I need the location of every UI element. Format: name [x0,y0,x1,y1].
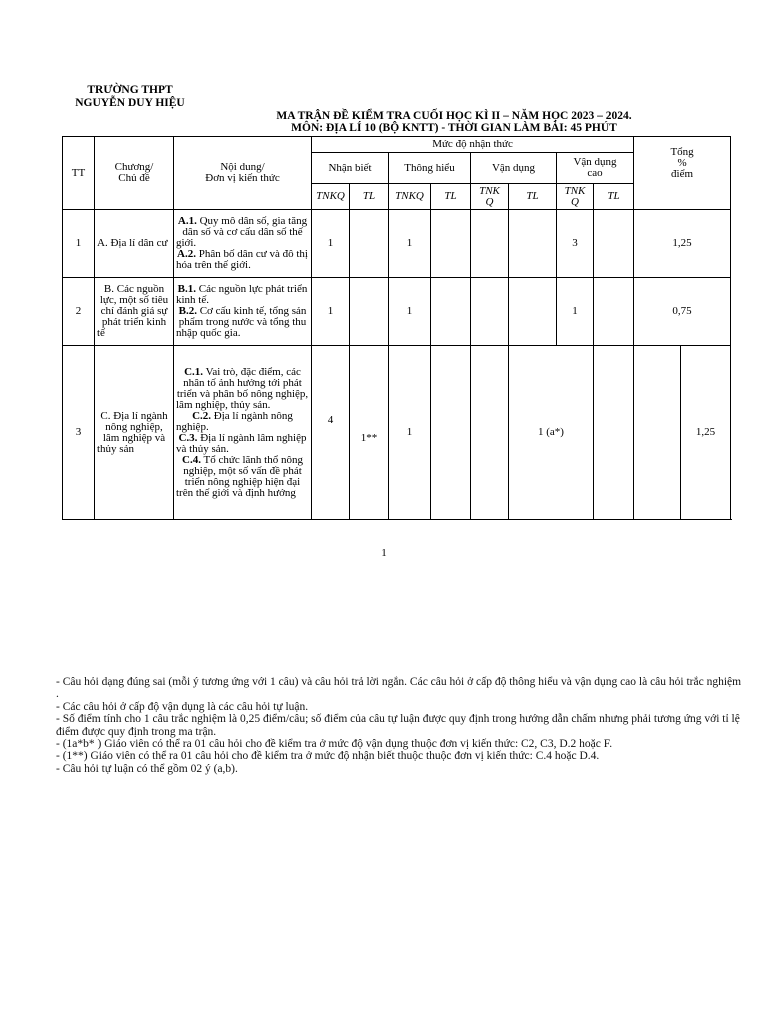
sub-header-3: TNKQ [389,184,431,210]
header-thong-hieu: Thông hiểu [389,153,471,184]
sub-header-2: TL [350,184,389,210]
note-item: - Câu hỏi tự luận có thể gồm 02 ý (a,b). [56,762,238,775]
title-line-2: MÔN: ĐỊA LÍ 10 (BỘ KNTT) - THỜI GIAN LÀM BÀI: 45 PHÚT [291,122,617,134]
knowledge-unit [176,455,309,499]
row-content [174,210,312,278]
document-title [200,110,708,134]
sub-header-7: TNK Q [557,184,594,210]
cell-th-tnkq: 1 [389,210,431,278]
assessment-matrix-table [62,136,731,520]
school-line-1: TRƯỜNG THPT [87,84,173,96]
row-number: 3 [63,346,95,520]
footnotes [56,676,746,775]
sub-header-1: TNKQ [312,184,350,210]
note-item: - Các câu hỏi ở cấp độ vận dụng là các câu hỏi tự luận. [56,700,309,713]
header-van-dung-cao: Vận dụng cao [557,153,634,184]
cell-vdc-tl [594,210,634,278]
unit-code: A.2. [177,248,196,260]
cell-vd-tnkq [471,278,509,346]
cell-nb-tnkq: 1 [312,210,350,278]
header-van-dung: Vận dụng [471,153,557,184]
cell-total: 0,75 [634,278,731,346]
knowledge-unit [176,367,309,411]
unit-code: C.1. [184,365,204,378]
note-item: - Số điểm tính cho 1 câu trắc nghiệm là 0,25 điểm/câu; số điểm của câu tự luận được quy định trong hướng dẫn chấm nhưng phải tương ứng với tỉ lệ điểm được quy định trong ma trận. [56,713,740,738]
note-item: - (1**) Giáo viên có thể ra 01 câu hỏi cho đề kiểm tra ở mức độ nhận biết thuộc thuộc đơn vị kiến thức: C.4 hoặc D.4. [56,750,600,763]
unit-text: Quy mô dân số, gia tăng dân số và cơ cấu dân số thế giới. [176,215,308,249]
page-number: 1 [381,547,387,559]
cell-th-tnkq: 1 [389,278,431,346]
knowledge-unit [176,306,309,339]
note-item: - Câu hỏi dạng đúng sai (mỗi ý tương ứng với 1 câu) và câu hỏi trả lời ngắn. Các câu hỏi ở cấp độ thông hiểu và vận dụng cao là câu hỏi trắc nghiệm . [56,676,742,701]
cell-vd-tnkq [471,346,509,520]
row-content [174,346,312,520]
cell-total: 1,25 [681,346,731,520]
unit-text: Tổ chức lãnh thổ nông nghiệp, một số vấn đề phát triển nông nghiệp hiện đại trên thế giới và định hướng [176,453,303,499]
knowledge-unit [176,411,309,433]
unit-code: C.3. [178,431,198,444]
cell-vd-tl [509,210,557,278]
row-chapter: A. Địa lí dân cư [95,210,174,278]
header-total-text: Tổng % điểm [670,146,694,180]
cell-vdc-tnkq: 1 [557,278,594,346]
sub-header-8: TL [594,184,634,210]
unit-text: Phân bố dân cư và đô thị hóa trên thế giới. [176,248,308,271]
unit-code: B.2. [178,305,197,317]
school-name [60,84,200,110]
cell-th-tnkq: 1 [389,346,431,520]
cell-th-tl [431,346,471,520]
knowledge-unit [176,249,309,271]
unit-code: C.2. [192,409,212,422]
cell-vd-tl [509,278,557,346]
cell-vdc-tnkq [594,346,634,520]
table-row [63,346,731,520]
unit-text: Vai trò, đặc điểm, các nhân tố ảnh hưởng tới phát triển và phân bố nông nghiệp, lâm nghiệp, thủy sản. [176,365,309,411]
header-cognitive-level: Mức độ nhận thức [312,137,634,153]
school-line-2: NGUYỄN DUY HIỆU [75,97,185,109]
knowledge-unit [176,284,309,306]
row-number: 2 [63,278,95,346]
cell-nb-tl: 1** [350,346,389,520]
header-tt: TT [63,137,95,210]
cell-vdc-tl [594,278,634,346]
unit-code: C.4. [182,453,201,466]
cell-total: 1,25 [634,210,731,278]
cell-nb-tl [350,278,389,346]
row-content [174,278,312,346]
sub-header-5: TNK Q [471,184,509,210]
note-item: - (1a*b* ) Giáo viên có thể ra 01 câu hỏi cho đề kiểm tra ở mức độ vận dụng thuộc đơn vị kiến thức: C2, C3, D.2 hoặc F. [56,738,613,751]
cell-th-tl [431,210,471,278]
cell-th-tl [431,278,471,346]
cell-vdc-tnkq: 3 [557,210,594,278]
header-total-percent [634,137,731,210]
unit-text: Địa lí ngành lâm nghiệp và thủy sản. [176,431,307,455]
header-nhan-biet: Nhận biết [312,153,389,184]
row-chapter: C. Địa lí ngành nông nghiệp, lâm nghiệp và thủy sản [95,346,174,520]
header-row-1 [63,137,731,153]
unit-code: B.1. [177,283,196,295]
row-chapter: B. Các nguồn lực, một số tiêu chí đánh giá sự phát triển kinh tế [95,278,174,346]
header-content: Nội dung/ Đơn vị kiến thức [174,137,312,210]
knowledge-unit [176,216,309,249]
header-chapter: Chương/ Chủ đề [95,137,174,210]
table-row [63,278,731,346]
unit-text: Địa lí ngành nông nghiệp. [176,409,293,433]
unit-code: A.1. [177,215,197,227]
cell-vd-tl: 1 (a*) [509,346,594,520]
row-number: 1 [63,210,95,278]
sub-header-4: TL [431,184,471,210]
table-row [63,210,731,278]
cell-nb-tl [350,210,389,278]
knowledge-unit [176,433,309,455]
cell-vdc-tl [634,346,681,520]
cell-nb-tnkq: 1 [312,278,350,346]
unit-text: Các nguồn lực phát triển kinh tế. [176,283,308,306]
unit-text: Cơ cấu kinh tế, tổng sản phẩm trong nước và tổng thu nhập quốc gia. [176,305,307,339]
cell-vd-tnkq [471,210,509,278]
cell-nb-tnkq: 4 [312,346,350,520]
sub-header-6: TL [509,184,557,210]
title-line-1: MA TRẬN ĐỀ KIỂM TRA CUỐI HỌC KÌ II – NĂM HỌC 2023 – 2024. [276,110,632,122]
